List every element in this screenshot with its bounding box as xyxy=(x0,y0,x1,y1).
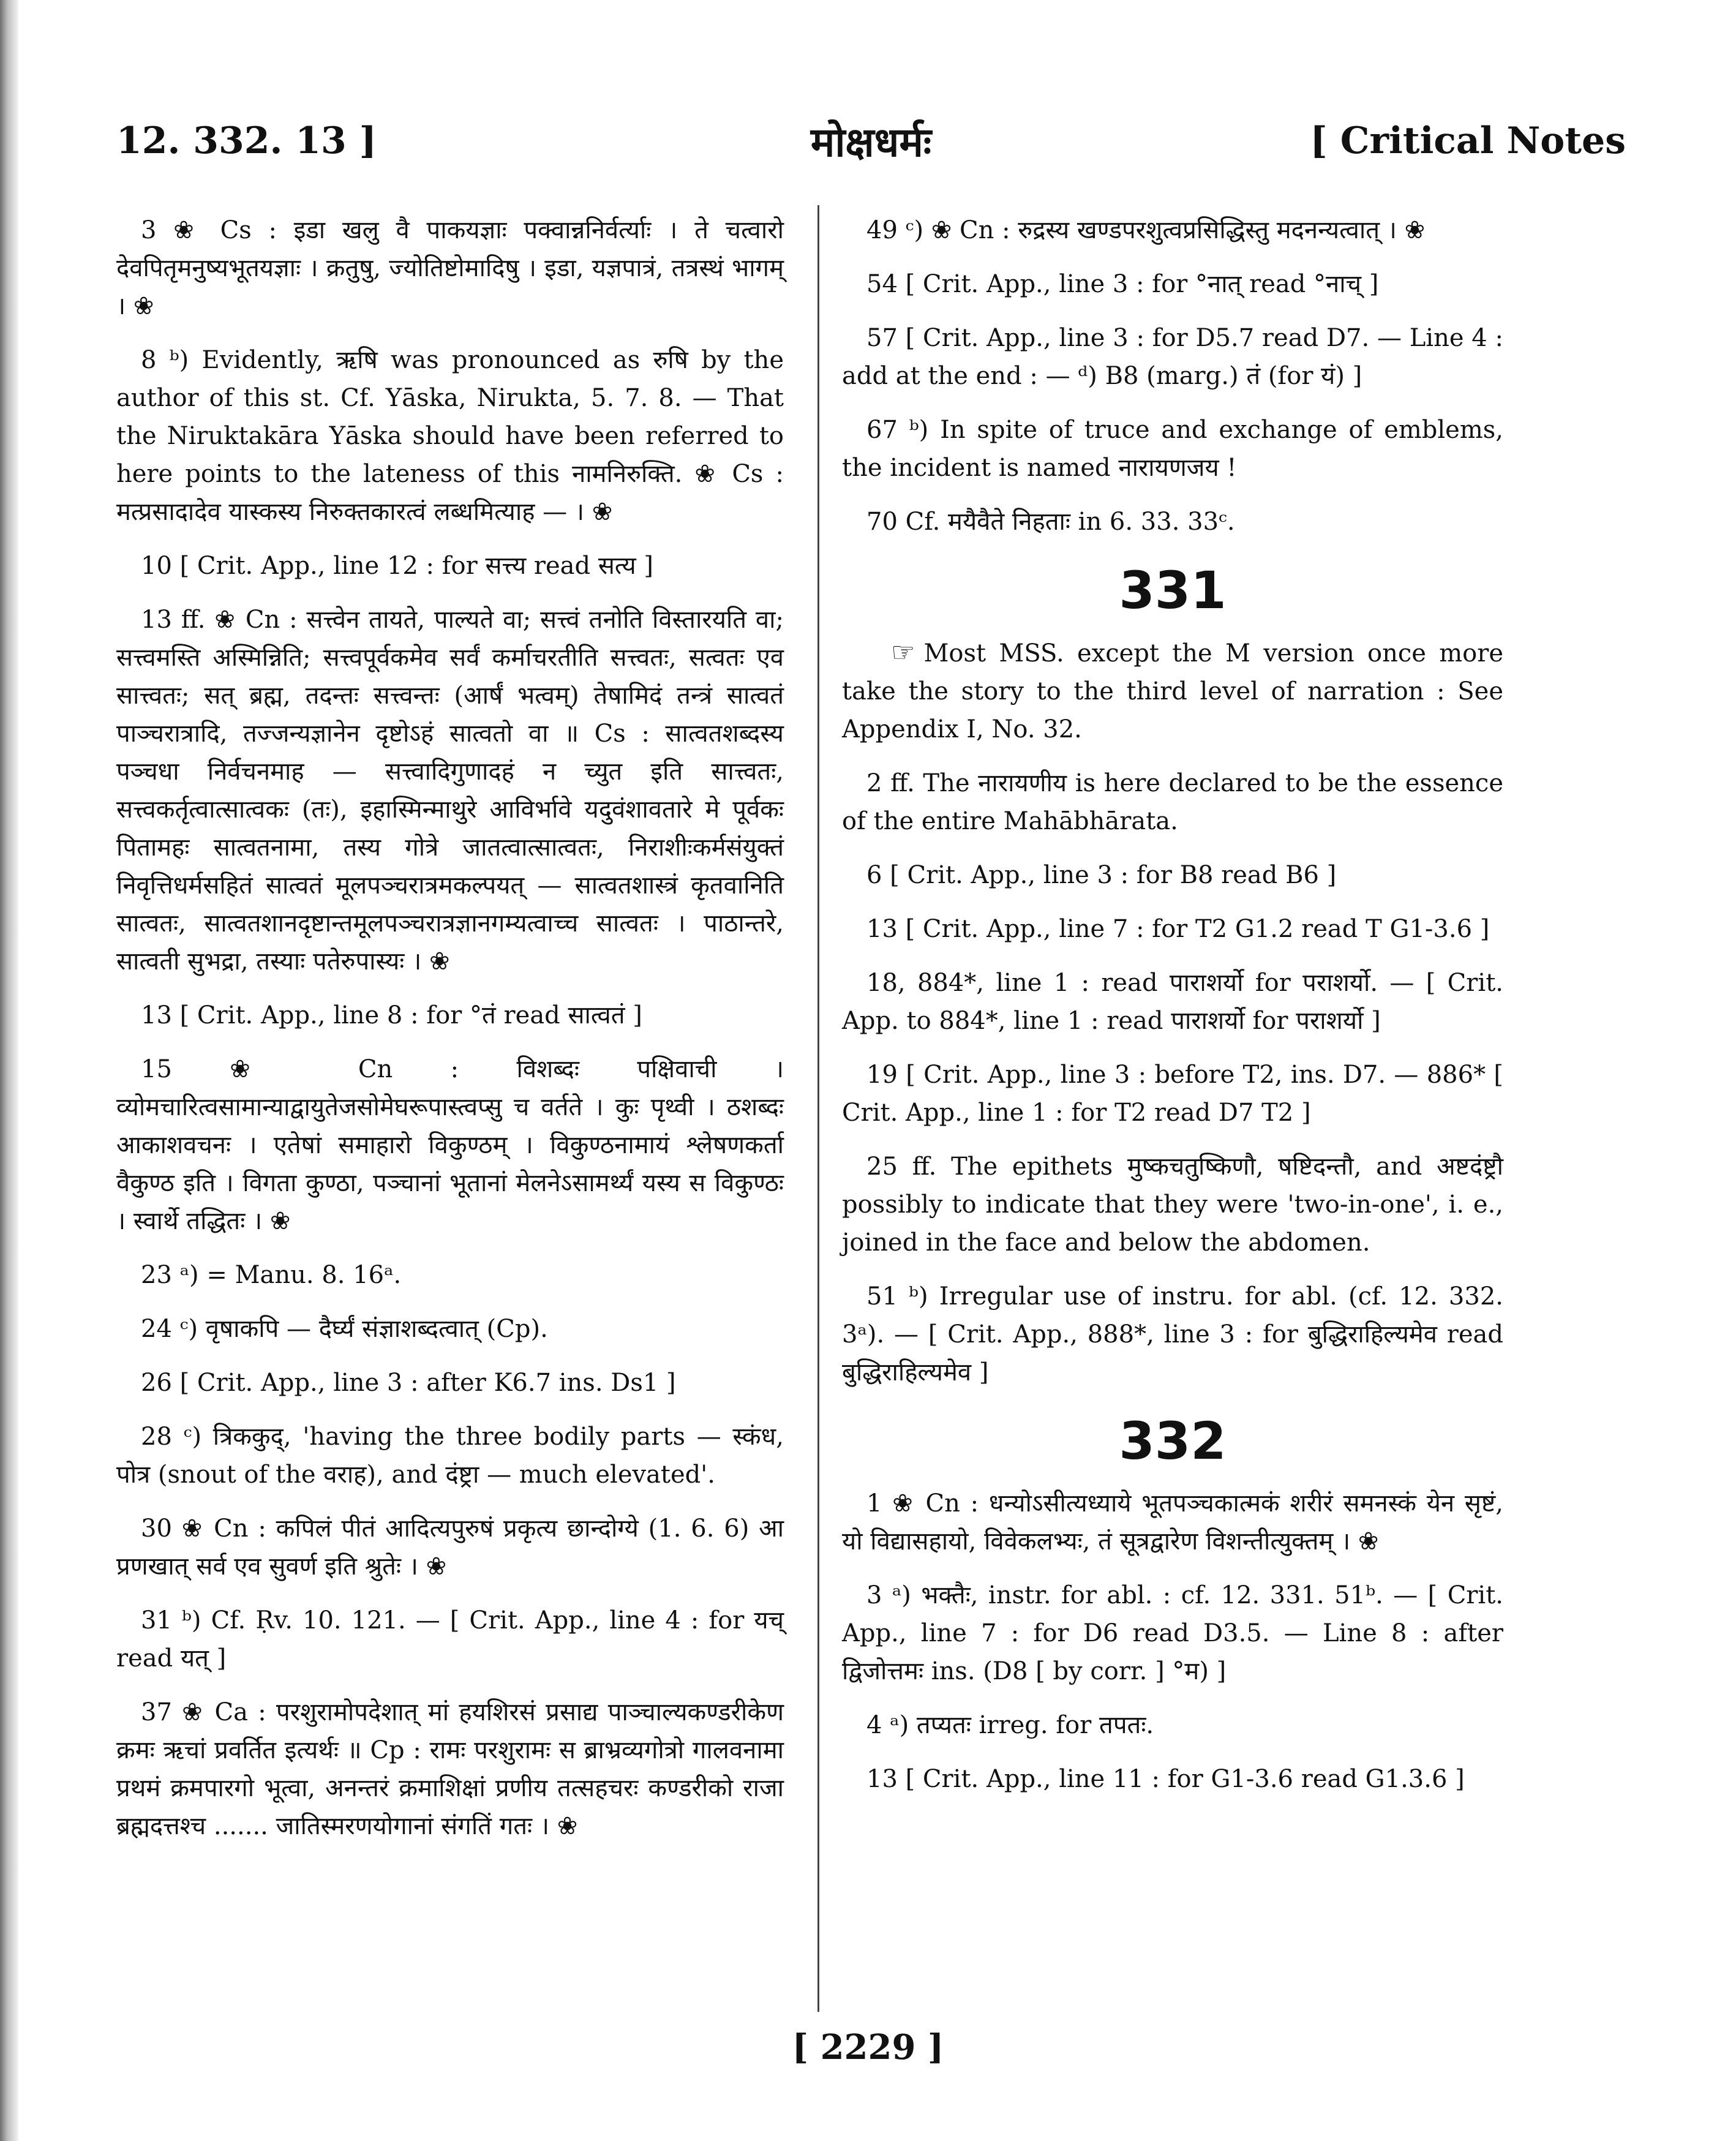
note-332-3: 3 ᵃ) भक्तैः, instr. for abl. : cf. 12. 331. 51ᵇ. — [ Crit. App., line 7 : for D6 read D3.5. — Line 8 : after द्विजोत्तमः ins. (D8 [ by corr. ] °म) ] xyxy=(842,1581,1503,1685)
note-3: 3 ❀ Cs : इडा खलु वै पाकयज्ञाः पक्वान्ननिर्वर्त्याः । ते चत्वारो देवपितृमनुष्यभूतयज्ञाः । क्रतुषु, ज्योतिष्टोमादिषु । इडा, यज्ञपात्रं, तत्रस्थं भागम् । ❀ xyxy=(116,216,784,320)
note-331-intro-text: Most MSS. except the M version once more take the story to the third level of narration : See Appendix I, No. 32. xyxy=(842,639,1503,743)
header-reference: 12. 332. 13 ] xyxy=(116,119,377,162)
note-331-18: 18, 884*, line 1 : read पाराशर्यो for पराशर्यो. — [ Crit. App. to 884*, line 1 : read पाराशर्यो for पराशर्यो ] xyxy=(842,969,1503,1035)
note-24: 24 ᶜ) वृषाकपि — दैर्घ्यं संज्ञाशब्दत्वात् (Cp). xyxy=(141,1315,548,1343)
note-331-19: 19 [ Crit. App., line 3 : before T2, ins. D7. — 886* [ Crit. App., line 1 : for T2 read D7 T2 ] xyxy=(842,1061,1503,1127)
note-13ff: 13 ff. ❀ Cn : सत्त्वेन तायते, पाल्यते वा; सत्त्वं तनोति विस्तारयति वा; सत्त्वमस्ति अस्मिन्निति; सत्त्वपूर्वकमेव सर्वं कर्माचरतीति सत्त्वतः, सत्वतः एव सात्त्वतः; सत् ब्रह्म, तदन्तः सत्त्वन्तः (आर्षं भत्वम्) तेषामिदं तन्त्रं सात्वतं पाञ्चरात्रादि, तज्जन्यज्ञानेन दृष्टोऽहं सात्वतो वा ॥ Cs : सात्वतशब्दस्य पञ्चधा निर्वचनमाह — सत्त्वादिगुणादहं न च्युत इति सात्त्वतः, सत्त्वकर्तृत्वात्सात्वकः (तः), इहास्मिन्माथुरे आविर्भावे यदुवंशावतारे मे पूर्वकः पितामहः सात्वतनामा, तस्य गोत्रे जातत्वात्सात्वतः, निराशीःकर्मसंयुक्तं निवृत्तिधर्मसहितं सात्वतं मूलपञ्चरात्रमकल्पयत् — सात्वतशास्त्रं कृतवानिति सात्वतः, सात्वतशानदृष्टान्तमूलपञ्चरात्रज्ञानगम्यत्वाच्च सात्वतः । पाठान्तरे, सात्वती सुभद्रा, तस्याः पतेरुपास्यः । ❀ xyxy=(116,606,784,976)
note-331-2ff: 2 ff. The नारायणीय is here declared to be the essence of the entire Mahābhārata. xyxy=(842,769,1503,835)
note-331-6: 6 [ Crit. App., line 3 : for B8 read B6 ] xyxy=(866,861,1337,889)
page-header xyxy=(116,113,1626,175)
note-331-intro xyxy=(842,634,1503,748)
header-title: मोक्षधर्मः xyxy=(810,118,932,166)
note-54: 54 [ Crit. App., line 3 : for °नात् read °नाच् ] xyxy=(866,270,1379,298)
note-331-51: 51 ᵇ) Irregular use of instru. for abl. (cf. 12. 332. 3ᵃ). — [ Crit. App., 888*, line 3 : for बुद्धिराहिल्यमेव read बुद्धिराहिल्यमेव ] xyxy=(842,1282,1503,1387)
note-70: 70 Cf. मयैवैते निहताः in 6. 33. 33ᶜ. xyxy=(866,508,1235,536)
note-332-13: 13 [ Crit. App., line 11 : for G1-3.6 read G1.3.6 ] xyxy=(866,1765,1465,1793)
scan-edge xyxy=(0,0,18,2141)
note-30: 30 ❀ Cn : कपिलं पीतं आदित्यपुरुषं प्रकृत्य छान्दोग्ये (1. 6. 6) आ प्रणखात् सर्व एव सुवर्ण इति श्रुतेः । ❀ xyxy=(116,1515,784,1581)
note-8: 8 ᵇ) Evidently, ऋषि was pronounced as रुषि by the author of this st. Cf. Yāska, Nirukta, 5. 7. 8. — That the Niruktakāra Yāska should have been referred to here points to the lateness of this नामनिरुक्ति. ❀ Cs : मत्प्रसादादेव यास्कस्य निरुक्तकारत्वं लब्धमित्याह — । ❀ xyxy=(116,346,784,526)
note-26: 26 [ Crit. App., line 3 : after K6.7 ins. Ds1 ] xyxy=(141,1369,676,1397)
note-332-1: 1 ❀ Cn : धन्योऽसीत्यध्याये भूतपञ्चकात्मकं शरीरं समनस्कं येन सृष्टं, यो विद्यासहायो, विवेकलभ्यः, तं सूत्रद्वारेण विशन्तीत्युक्तम् । ❀ xyxy=(842,1489,1503,1556)
column-divider xyxy=(817,205,819,2012)
section-heading-331: 331 xyxy=(1119,560,1227,620)
note-15: 15 ❀ Cn : विशब्दः पक्षिवाची । व्योमचारित्वसामान्याद्वायुतेजसोमेघरूपास्त्वप्सु च वर्तते । कुः पृथ्वी । ठशब्दः आकाशवचनः । एतेषां समाहारो विकुण्ठम् । विकुण्ठनामायं श्लेषणकर्ता वैकुण्ठ इति । विगता कुण्ठा, पञ्चानां भूतानां मेलनेऽसामर्थ्यं यस्य स विकुण्ठः । स्वार्थे तद्धितः । ❀ xyxy=(116,1055,784,1235)
note-28: 28 ᶜ) त्रिककुद्, 'having the three bodily parts — स्कंध, पोत्र (snout of the वराह), and दंष्ट्रा — much elevated'. xyxy=(116,1423,784,1489)
right-column xyxy=(842,211,1503,1814)
header-section-label: [ Critical Notes xyxy=(1310,119,1626,162)
note-23: 23 ᵃ) = Manu. 8. 16ᵃ. xyxy=(141,1261,402,1289)
note-332-4: 4 ᵃ) तप्यतः irreg. for तपतः. xyxy=(866,1711,1154,1739)
note-57: 57 [ Crit. App., line 3 : for D5.7 read D7. — Line 4 : add at the end : — ᵈ) B8 (marg.) तं (for यं) ] xyxy=(842,324,1503,390)
note-31: 31 ᵇ) Cf. Ṛv. 10. 121. — [ Crit. App., line 4 : for यच् read यत् ] xyxy=(116,1606,784,1673)
note-67: 67 ᵇ) In spite of truce and exchange of emblems, the incident is named नारायणजय ! xyxy=(842,416,1503,482)
page-number: [ 2229 ] xyxy=(792,2027,944,2068)
section-heading-332: 332 xyxy=(1119,1411,1227,1471)
left-column xyxy=(116,211,784,1861)
pointing-hand-icon: ☞ xyxy=(891,637,915,668)
note-37: 37 ❀ Ca : परशुरामोपदेशात् मां हयशिरसं प्रसाद्य पाञ्चाल्यकण्डरीकेण क्रमः ऋचां प्रवर्तित इत्यर्थः ॥ Cp : रामः परशुरामः स ब्राभ्रव्यगोत्रो गालवनामा प्रथमं क्रमपारगो भूत्वा, अनन्तरं क्रमाशिक्षां प्रणीय तत्सहचरः कण्डरीको राजा ब्रह्मदत्तश्च ....... जातिस्मरणयोगानां संगतिं गतः । ❀ xyxy=(116,1698,784,1840)
note-10: 10 [ Crit. App., line 12 : for सत्त्य read सत्य ] xyxy=(141,552,653,580)
note-49: 49 ᶜ) ❀ Cn : रुद्रस्य खण्डपरशुत्वप्रसिद्धिस्तु मदनन्यत्वात् । ❀ xyxy=(866,216,1426,244)
note-331-13: 13 [ Crit. App., line 7 : for T2 G1.2 read T G1-3.6 ] xyxy=(866,915,1490,943)
note-331-25ff: 25 ff. The epithets मुष्कचतुष्किणौ, षष्टिदन्तौ, and अष्टदंष्ट्रौ possibly to indicate that they were 'two-in-one', i. e., joined in the face and below the abdomen. xyxy=(842,1153,1503,1257)
note-13: 13 [ Crit. App., line 8 : for °तं read सात्वतं ] xyxy=(141,1001,642,1029)
